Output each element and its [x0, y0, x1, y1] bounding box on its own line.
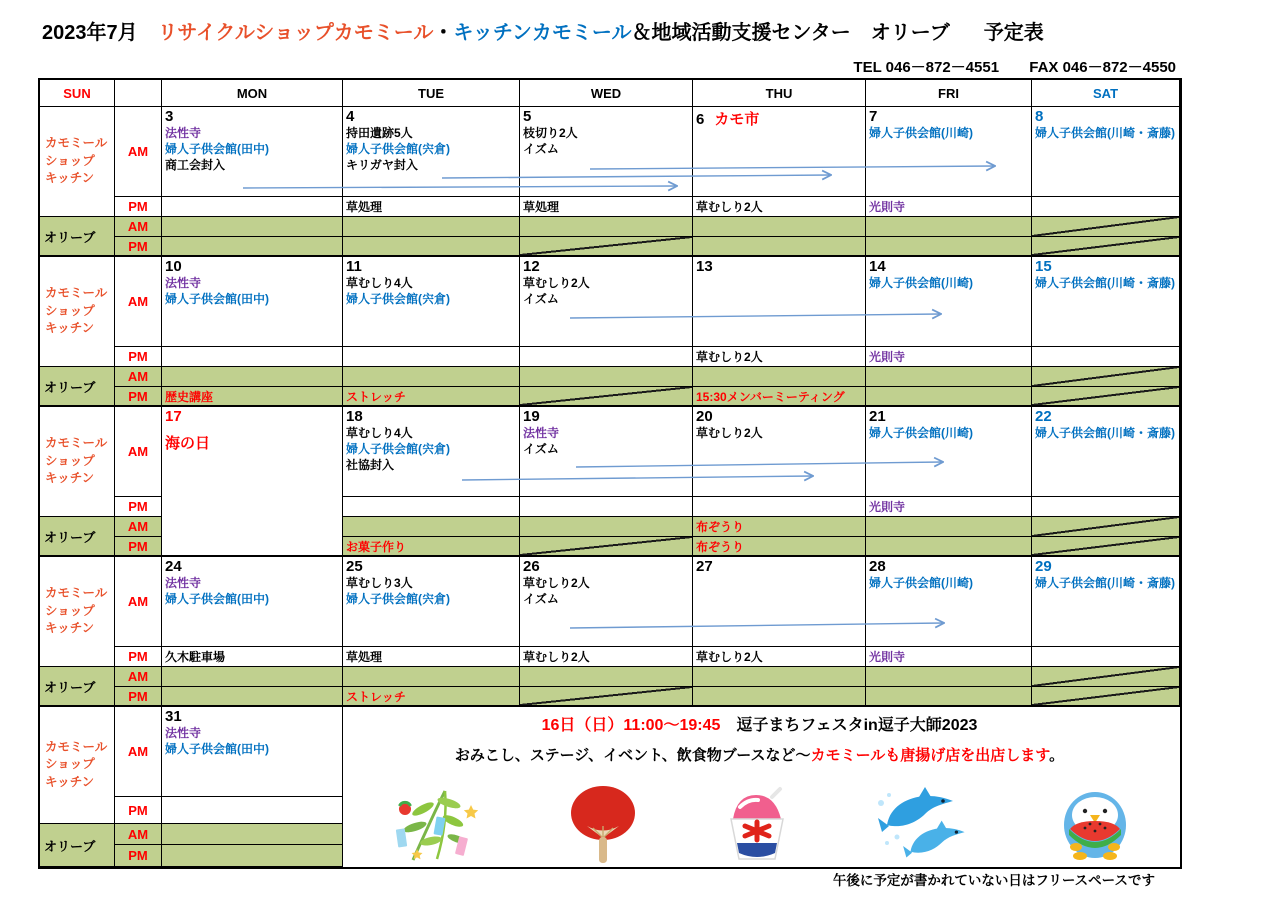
am-label: AM: [115, 407, 162, 497]
am-label: AM: [115, 557, 162, 647]
header-mon: MON: [162, 80, 343, 107]
title-plan-label: 予定表: [983, 22, 1044, 44]
olive-am-cell: [1032, 367, 1180, 387]
header-tue: TUE: [343, 80, 520, 107]
day-cell-29: 29 婦人子供会館(川崎・斎藤): [1032, 557, 1180, 647]
olive-pm-cell: [162, 237, 343, 257]
day-cell-20: 20 草むしり2人: [693, 407, 866, 497]
header-thu: THU: [693, 80, 866, 107]
olive-pm-cell: ストレッチ: [343, 387, 520, 407]
day-cell-5: 5 枝切り2人 イズム: [520, 107, 693, 197]
pm-label: PM: [115, 197, 162, 217]
olive-pm-cell: [162, 845, 343, 867]
day-cell-6: 6 カモ市: [693, 107, 866, 197]
festival-detail-line: [341, 744, 1178, 765]
day-cell-21: 21 婦人子供会館(川崎): [866, 407, 1032, 497]
olive-am-cell: [1032, 517, 1180, 537]
pm-cell: [1032, 347, 1180, 367]
pm-cell: 光則寺: [866, 197, 1032, 217]
olive-am-cell: 布ぞうり: [693, 517, 866, 537]
festival-announcement: [341, 705, 1178, 865]
day-cell-28: 28 婦人子供会館(川崎): [866, 557, 1032, 647]
header-ampm: [115, 80, 162, 107]
pm-label: PM: [115, 797, 162, 824]
day-cell-25: 25 草むしり3人 婦人子供会館(宍倉): [343, 557, 520, 647]
pm-label: PM: [115, 347, 162, 367]
pm-label: PM: [115, 647, 162, 667]
olive-pm-cell: 歴史講座: [162, 387, 343, 407]
olive-pm-cell: [866, 687, 1032, 707]
dolphins-icon: [873, 785, 973, 863]
olive-am-cell: [343, 517, 520, 537]
olive-pm-label: PM: [115, 237, 162, 257]
olive-pm-cell: [520, 237, 693, 257]
olive-pm-cell: [1032, 687, 1180, 707]
olive-am-cell: [1032, 667, 1180, 687]
olive-pm-cell: [866, 537, 1032, 557]
header-fri: FRI: [866, 80, 1032, 107]
olive-am-label: AM: [115, 517, 162, 537]
day-cell-26: 26 草むしり2人 イズム: [520, 557, 693, 647]
am-label: AM: [115, 257, 162, 347]
olive-pm-cell: 15:30メンバーミーティング: [693, 387, 866, 407]
chamomile-row-label: カモミール ショップ キッチン: [40, 707, 115, 824]
olive-am-cell: [693, 667, 866, 687]
title-shop-name: リサイクルショップカモミール: [157, 22, 434, 44]
pm-cell: 光則寺: [866, 347, 1032, 367]
olive-am-cell: [1032, 217, 1180, 237]
olive-am-cell: [162, 217, 343, 237]
pm-cell: 久木駐車場: [162, 647, 343, 667]
olive-am-cell: [343, 367, 520, 387]
olive-am-label: AM: [115, 667, 162, 687]
olive-pm-cell: [693, 687, 866, 707]
olive-am-cell: [520, 217, 693, 237]
day-cell-24: 24 法性寺 婦人子供会館(田中): [162, 557, 343, 647]
olive-row-label: オリーブ: [40, 824, 115, 867]
festival-name: 逗子まちフェスタin逗子大師2023: [720, 717, 978, 734]
pm-cell: 草処理: [343, 197, 520, 217]
footer-note: 午後に予定が書かれていない日はフリースペースです: [832, 873, 1155, 888]
day-cell-19: 19 法性寺 イズム: [520, 407, 693, 497]
pm-cell: 草むしり2人: [693, 347, 866, 367]
pm-cell: 草むしり2人: [693, 197, 866, 217]
olive-am-label: AM: [115, 217, 162, 237]
fax-number: FAX 046－872－4550: [1029, 59, 1176, 76]
olive-am-cell: [866, 517, 1032, 537]
title-center-name: ＆地域活動支援センター オリーブ: [631, 22, 950, 44]
day-cell-13: 13: [693, 257, 866, 347]
header-sat: SAT: [1032, 80, 1180, 107]
penguin-watermelon-icon: [1052, 785, 1138, 863]
pm-cell: [343, 497, 520, 517]
title-separator: ・: [433, 22, 454, 44]
holiday-cell-17: 17 海の日: [162, 407, 343, 557]
day-cell-12: 12 草むしり2人 イズム: [520, 257, 693, 347]
header-sun: SUN: [40, 80, 115, 107]
pm-cell: [162, 197, 343, 217]
chamomile-row-label: カモミール ショップ キッチン: [40, 107, 115, 217]
day-cell-10: 10 法性寺 婦人子供会館(田中): [162, 257, 343, 347]
olive-am-cell: [520, 367, 693, 387]
olive-row-label: オリーブ: [40, 517, 115, 557]
pm-cell: 光則寺: [866, 647, 1032, 667]
pm-cell: 草むしり2人: [520, 647, 693, 667]
olive-am-cell: [866, 367, 1032, 387]
olive-pm-cell: [520, 687, 693, 707]
olive-row-label: オリーブ: [40, 367, 115, 407]
olive-am-cell: [693, 217, 866, 237]
olive-pm-cell: [162, 687, 343, 707]
olive-pm-label: PM: [115, 845, 162, 867]
summer-decorations: [383, 785, 1138, 863]
olive-pm-cell: [866, 237, 1032, 257]
olive-am-cell: [343, 667, 520, 687]
festival-detail: おみこし、ステージ、イベント、飲食物ブースなど～: [454, 747, 811, 764]
olive-pm-cell: [1032, 237, 1180, 257]
header-wed: WED: [520, 80, 693, 107]
olive-am-cell: [866, 667, 1032, 687]
olive-pm-cell: お菓子作り: [343, 537, 520, 557]
shaved-ice-icon: [720, 785, 794, 863]
pm-cell: [693, 497, 866, 517]
olive-am-cell: [162, 824, 343, 845]
olive-am-cell: [693, 367, 866, 387]
olive-pm-cell: [1032, 537, 1180, 557]
olive-pm-cell: [693, 237, 866, 257]
olive-row-label: オリーブ: [40, 667, 115, 707]
uchiwa-fan-icon: [566, 785, 640, 863]
day-cell-11: 11 草むしり4人 婦人子供会館(宍倉): [343, 257, 520, 347]
olive-pm-label: PM: [115, 537, 162, 557]
olive-pm-cell: [866, 387, 1032, 407]
festival-shop-note: カモミールも唐揚げ店を出店します: [810, 747, 1050, 764]
day-cell-27: 27: [693, 557, 866, 647]
olive-am-cell: [520, 667, 693, 687]
festival-detail-tail: 。: [1049, 747, 1065, 764]
pm-cell: [1032, 647, 1180, 667]
page-title: [42, 16, 1044, 45]
day-cell-18: 18 草むしり4人 婦人子供会館(宍倉) 社協封入: [343, 407, 520, 497]
day-cell-8: 8 婦人子供会館(川崎・斎藤): [1032, 107, 1180, 197]
pm-cell: [162, 347, 343, 367]
olive-pm-cell: [520, 387, 693, 407]
olive-am-label: AM: [115, 367, 162, 387]
pm-cell: 草処理: [520, 197, 693, 217]
pm-cell: [1032, 497, 1180, 517]
day-cell-3: 3 法性寺 婦人子供会館(田中) 商工会封入: [162, 107, 343, 197]
pm-cell: 光則寺: [866, 497, 1032, 517]
day-cell-14: 14 婦人子供会館(川崎): [866, 257, 1032, 347]
day-cell-7: 7 婦人子供会館(川崎): [866, 107, 1032, 197]
olive-pm-label: PM: [115, 387, 162, 407]
day-cell-31: 31 法性寺 婦人子供会館(田中): [162, 707, 343, 797]
olive-pm-cell: ストレッチ: [343, 687, 520, 707]
pm-cell: [1032, 197, 1180, 217]
tanabata-icon: [383, 787, 487, 863]
pm-cell: [520, 497, 693, 517]
olive-am-cell: [343, 217, 520, 237]
title-month: 2023年7月: [42, 22, 138, 44]
pm-label: PM: [115, 497, 162, 517]
festival-time: 16日（日）11:00～19:45: [541, 717, 721, 734]
olive-pm-label: PM: [115, 687, 162, 707]
olive-am-cell: [520, 517, 693, 537]
olive-am-label: AM: [115, 824, 162, 845]
olive-pm-cell: [520, 537, 693, 557]
festival-date-line: [341, 712, 1178, 735]
pm-cell: [520, 347, 693, 367]
am-label: AM: [115, 107, 162, 197]
olive-am-cell: [866, 217, 1032, 237]
chamomile-row-label: カモミール ショップ キッチン: [40, 557, 115, 667]
day-cell-22: 22 婦人子供会館(川崎・斎藤): [1032, 407, 1180, 497]
olive-row-label: オリーブ: [40, 217, 115, 257]
olive-pm-cell: [1032, 387, 1180, 407]
am-label: AM: [115, 707, 162, 797]
pm-cell: 草処理: [343, 647, 520, 667]
day-cell-15: 15 婦人子供会館(川崎・斎藤): [1032, 257, 1180, 347]
chamomile-row-label: カモミール ショップ キッチン: [40, 407, 115, 517]
title-kitchen-name: キッチンカモミール: [453, 22, 632, 44]
contact-line: [853, 56, 1176, 77]
chamomile-row-label: カモミール ショップ キッチン: [40, 257, 115, 367]
pm-cell: [162, 797, 343, 824]
pm-cell: 草むしり2人: [693, 647, 866, 667]
olive-am-cell: [162, 667, 343, 687]
tel-number: TEL 046－872－4551: [853, 59, 1000, 76]
pm-cell: [343, 347, 520, 367]
olive-pm-cell: [343, 237, 520, 257]
olive-pm-cell: 布ぞうり: [693, 537, 866, 557]
day-cell-4: 4 持田遺跡5人 婦人子供会館(宍倉) キリガヤ封入: [343, 107, 520, 197]
olive-am-cell: [162, 367, 343, 387]
